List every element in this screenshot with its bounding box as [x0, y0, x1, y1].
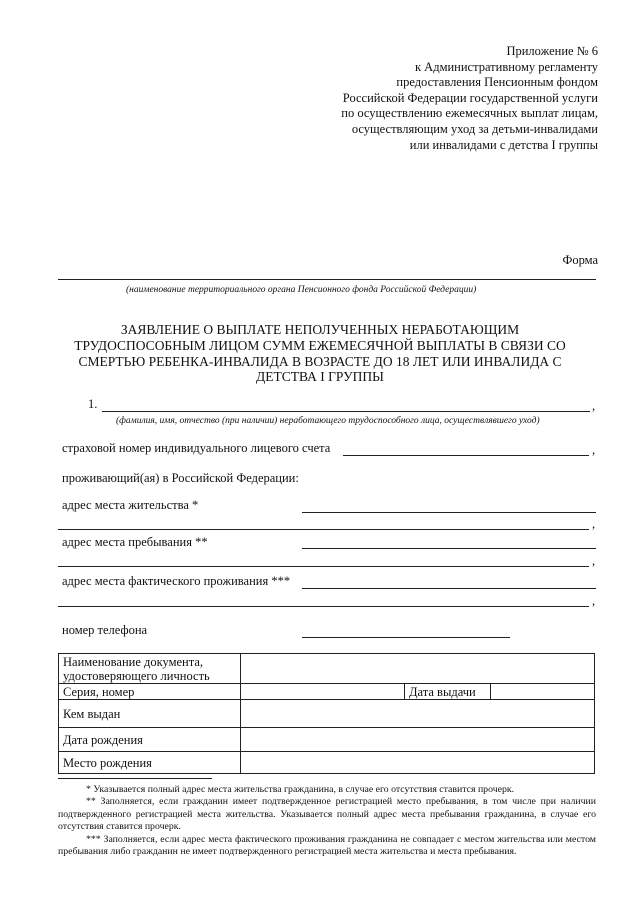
issued-by-label: Кем выдан — [59, 700, 241, 728]
appendix-line: предоставления Пенсионным фондом — [396, 75, 598, 90]
appendix-line: по осуществлению ежемесячных выплат лицам, — [341, 106, 598, 121]
address-residence-field-2[interactable] — [58, 529, 589, 530]
appendix-line: Приложение № 6 — [506, 44, 598, 58]
issue-date-label: Дата выдачи — [405, 684, 491, 700]
birth-date-label: Дата рождения — [59, 728, 241, 752]
appendix-line: или инвалидами с детства I группы — [409, 137, 598, 152]
address-stay-field-2[interactable] — [58, 566, 589, 567]
form-label: Форма — [562, 253, 598, 267]
footnote-separator — [58, 778, 212, 779]
pfr-name-field[interactable] — [58, 279, 596, 280]
address-stay-field[interactable] — [302, 548, 596, 549]
address-residence-field[interactable] — [302, 512, 596, 513]
birth-place-value[interactable] — [241, 752, 595, 774]
appendix-line: осуществляющим уход за детьми-инвалидами — [351, 121, 598, 136]
comma: , — [592, 594, 596, 608]
address-actual-field[interactable] — [302, 588, 596, 589]
title-line: СМЕРТЬЮ РЕБЕНКА-ИНВАЛИДА В ВОЗРАСТЕ ДО 18 ЛЕТ ИЛИ ИНВАЛИДА С — [78, 353, 562, 369]
series-number-value[interactable] — [241, 684, 405, 700]
birth-date-value[interactable] — [241, 728, 595, 752]
snils-label: страховой номер индивидуального лицевого счета — [62, 441, 331, 455]
residing-label: проживающий(ая) в Российской Федерации: — [62, 471, 299, 485]
pfr-name-caption: (наименование территориального органа Пенсионного фонда Российской Федерации) — [126, 285, 477, 295]
appendix-header — [298, 44, 598, 153]
address-actual-label: адрес места фактического проживания *** — [62, 574, 291, 588]
address-residence-label: адрес места жительства * — [62, 498, 199, 512]
footnote-1: * Указывается полный адрес места жительства гражданина, в случае его отсутствия ставится прочерк. — [86, 784, 515, 795]
full-name-field[interactable] — [102, 411, 590, 412]
issue-date-value[interactable] — [491, 684, 595, 700]
doc-name-value[interactable] — [241, 654, 595, 684]
doc-name-label: Наименование документа, удостоверяющего личность — [59, 654, 241, 684]
appendix-line: к Административному регламенту — [414, 59, 598, 74]
phone-label: номер телефона — [62, 623, 148, 637]
comma: , — [592, 443, 596, 457]
comma: , — [592, 554, 596, 568]
footnote-2: ** Заполняется, если гражданин имеет подтвержденное регистрацией место пребывания, в том числе при наличии подтвержденного регистрацией места жительства. Указывается полный адрес места пребывания гражданина, в случае его отсутствия ставится прочерк. — [58, 796, 596, 833]
full-name-caption: (фамилия, имя, отчество (при наличии) неработающего трудоспособного лица, осуществлявшего уход) — [116, 416, 540, 426]
appendix-line: Российской Федерации государственной услуги — [342, 90, 598, 105]
phone-field[interactable] — [302, 637, 510, 638]
title-line: ТРУДОСПОСОБНЫМ ЛИЦОМ СУММ ЕЖЕМЕСЯЧНОЙ ВЫПЛАТЫ В СВЯЗИ СО — [74, 337, 566, 353]
title-line: ЗАЯВЛЕНИЕ О ВЫПЛАТЕ НЕПОЛУЧЕННЫХ НЕРАБОТАЮЩИМ — [120, 322, 520, 337]
birth-place-label: Место рождения — [59, 752, 241, 774]
address-stay-label: адрес места пребывания ** — [62, 535, 208, 549]
footnotes — [58, 784, 596, 858]
comma: , — [592, 517, 596, 531]
series-number-label: Серия, номер — [59, 684, 241, 700]
footnote-3: *** Заполняется, если адрес места фактического проживания гражданина не совпадает с местом жительства или местом пребывания либо гражданин не имеет подтвержденного регистрацией места жительства и места пребывания. — [58, 833, 596, 858]
document-title — [70, 322, 570, 385]
snils-field[interactable] — [343, 455, 589, 456]
title-line: ДЕТСТВА I ГРУППЫ — [256, 369, 384, 385]
address-actual-field-2[interactable] — [58, 606, 589, 607]
comma: , — [592, 399, 596, 413]
issued-by-value[interactable] — [241, 700, 595, 728]
identity-document-table — [58, 653, 595, 774]
item-number: 1. — [88, 397, 98, 411]
